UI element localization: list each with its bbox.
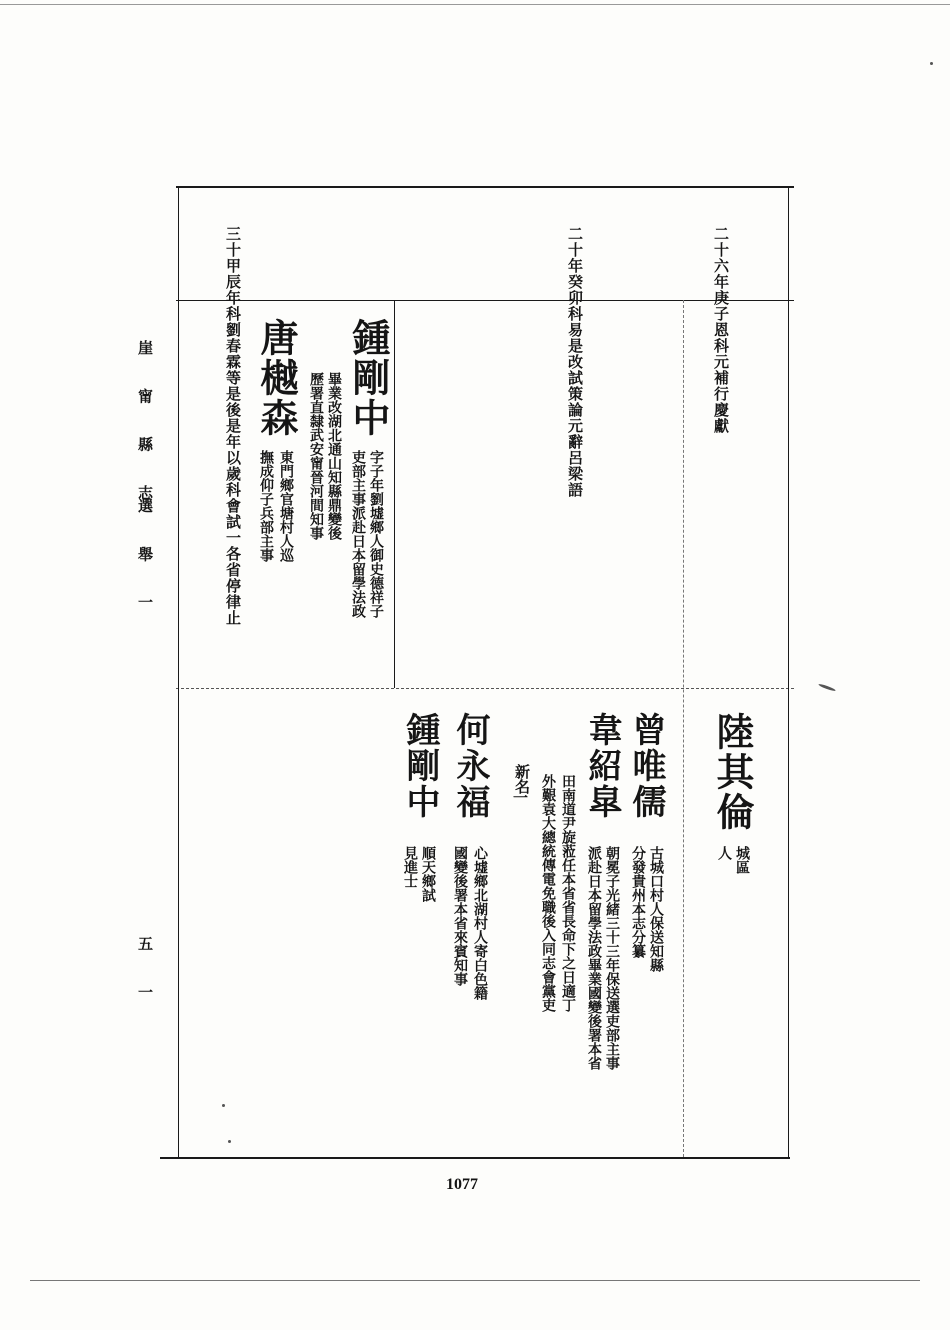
- header-line: 二十: [566, 226, 584, 258]
- entry-note-line: 外艱袁大總統傳電免職後入同志會黨吏: [540, 774, 556, 1012]
- entry-note-line: 歷署直隸武安甯晉河間知事: [308, 372, 324, 540]
- scan-speck: [818, 683, 836, 692]
- entry-note-line: 田南道尹旋蒞任本省省長命下之日適丁: [560, 774, 576, 1012]
- entry-name-zeng-weiru: 曾唯儒: [626, 712, 666, 820]
- header-line: 三十: [224, 226, 242, 258]
- scan-edge-bottom: [30, 1280, 920, 1281]
- header-line: 年癸卯: [566, 258, 584, 306]
- header-line: 補行: [712, 370, 730, 402]
- frame-left-rule: [178, 186, 179, 1158]
- section-title: 選 舉 一: [136, 498, 154, 624]
- entry-note-line: 朝冕子光緒三十三年保送選吏部主事: [604, 846, 620, 1070]
- entry-name-zhong-gangzhong-2: 鍾剛中: [400, 712, 440, 820]
- header-line: 會試一: [224, 498, 242, 546]
- entry-note-line: 字子年劉墟鄉人御史德祥子: [368, 450, 384, 618]
- column-divider-mid: [394, 300, 395, 688]
- scan-edge-top: [0, 4, 950, 5]
- frame-top-rule: [176, 186, 794, 188]
- new-name-label: 新名: [513, 764, 531, 794]
- header-line: 元: [712, 354, 730, 370]
- entry-note-line: 城區: [734, 846, 750, 874]
- header-line: 辭呂: [566, 434, 584, 466]
- entry-note-line: 東門鄉官塘村人巡: [278, 450, 294, 562]
- frame-bottom-rule: [160, 1157, 790, 1159]
- header-line: 恩科: [712, 322, 730, 354]
- scan-speck: [930, 62, 933, 65]
- entry-note-line: 心墟鄉北湖村人寄白色籍: [472, 846, 488, 1000]
- header-line: 以歲科: [224, 450, 242, 498]
- entry-note-line: 人: [716, 846, 732, 860]
- new-name-number: 一: [511, 790, 529, 805]
- scan-speck: [222, 1104, 225, 1107]
- entry-note-line: 撫成仰子兵部主事: [258, 450, 274, 562]
- header-line: 霖等是: [224, 354, 242, 402]
- header-line: 慶獻: [712, 402, 730, 434]
- header-line: 科易是: [566, 306, 584, 354]
- entry-note-line: 派赴日本留學法政畢業國變後署本省: [586, 846, 602, 1070]
- header-line: 年庚子: [712, 274, 730, 322]
- entry-name-zhang-shaogao: 韋紹皐: [582, 712, 622, 820]
- header-line: 各省停: [224, 546, 242, 594]
- header-line: 甲辰年: [224, 258, 242, 306]
- middle-dashed-rule: [176, 688, 794, 689]
- header-line: 律止: [224, 594, 242, 626]
- header-line: 科劉春: [224, 306, 242, 354]
- folio-number: 五 一: [136, 936, 154, 1014]
- entry-note-line: 吏部主事派赴日本留學法政: [350, 450, 366, 618]
- header-line: 論元: [566, 402, 584, 434]
- header-divider-rule: [176, 300, 794, 301]
- entry-note-line: 見進士: [402, 846, 418, 888]
- header-line: 後是年: [224, 402, 242, 450]
- entry-name-zhong-gangzhong: 鍾剛中: [346, 318, 391, 438]
- column-divider-right: [683, 300, 684, 1157]
- entry-name-lu-qilun: 陸其倫: [710, 712, 755, 832]
- entry-note-line: 畢業改湖北通山知縣鼎變後: [326, 372, 342, 540]
- entry-note-line: 國變後署本省來賓知事: [452, 846, 468, 986]
- frame-right-rule: [788, 186, 789, 1158]
- book-title: 崖 甯 縣 志: [136, 340, 154, 514]
- header-line: 梁語: [566, 466, 584, 498]
- scan-speck: [228, 1140, 231, 1143]
- page-number: 1077: [446, 1176, 478, 1193]
- entry-name-he-yongfu: 何永福: [450, 712, 490, 820]
- header-year-note-1904: [224, 226, 242, 626]
- header-line: 二十六: [712, 226, 730, 274]
- header-line: 改試策: [566, 354, 584, 402]
- entry-note-line: 分發貴州本志分纂: [630, 846, 646, 958]
- entry-note-line: 順天鄉試: [420, 846, 436, 902]
- entry-note-line: 古城口村人保送知縣: [648, 846, 664, 972]
- header-year-note-1900: [712, 226, 730, 434]
- header-year-note-1903: [566, 226, 584, 498]
- entry-name-tang-chengsen: 唐樾森: [254, 318, 299, 438]
